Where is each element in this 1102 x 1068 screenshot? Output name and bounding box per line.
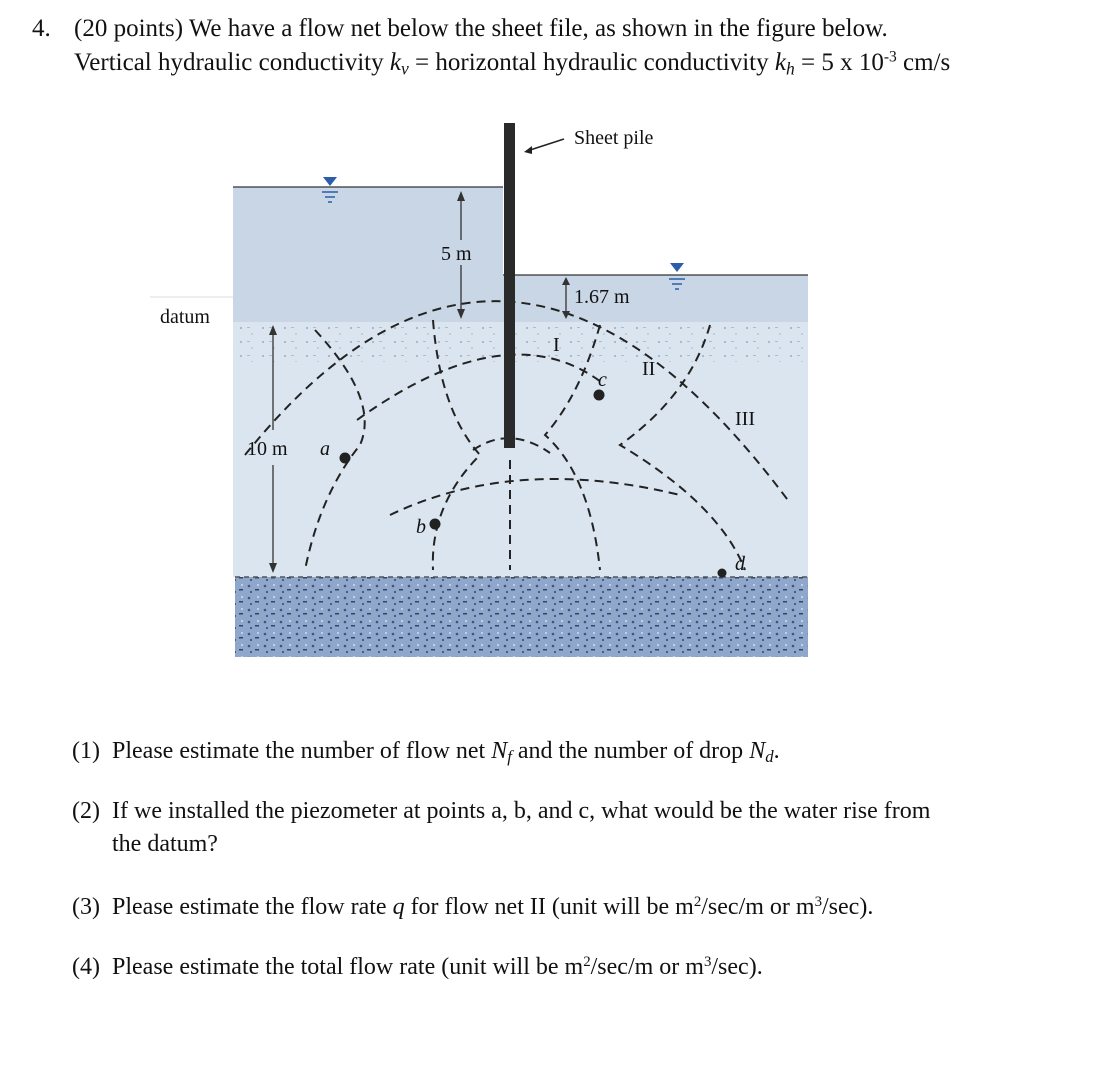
- question-1: (1) Please estimate the number of flow net $N_f$ and the number of drop $N_d$.: [72, 735, 780, 768]
- upstream-head-label: 5 m: [441, 243, 472, 265]
- sheet-pile-label: Sheet pile: [574, 127, 654, 149]
- channel-I-label: I: [553, 334, 560, 356]
- downstream-head-label: 1.67 m: [574, 286, 630, 308]
- channel-III-label: III: [735, 408, 755, 430]
- point-b-label: b: [416, 516, 426, 538]
- point-c-label: c: [598, 369, 607, 391]
- point-a-label: a: [320, 438, 330, 460]
- question-3-number: (3): [72, 894, 100, 920]
- question-2: (2) If we installed the piezometer at points a, b, and c, what would be the water rise from the datum?: [72, 795, 930, 861]
- depth-label: 10 m: [247, 438, 288, 460]
- problem-number: 4.: [32, 15, 51, 42]
- point-d-marker: [718, 569, 727, 578]
- problem-line-1: (20 points) We have a flow net below the sheet file, as shown in the figure below.: [74, 15, 888, 42]
- point-c-marker: [594, 390, 605, 401]
- point-b-marker: [430, 519, 441, 530]
- question-4: (4) Please estimate the total flow rate (unit will be $m^2/\sec/m$ or $m^3/\sec$).: [72, 951, 763, 984]
- point-a-marker: [340, 453, 351, 464]
- question-2-number: (2): [72, 798, 100, 824]
- problem-line-2: Vertical hydraulic conductivity $k_v$ = horizontal hydraulic conductivity $k_h = 5$ x $10^{-3}$ cm/s: [74, 48, 951, 79]
- sheet-pile: [504, 123, 515, 448]
- datum-label: datum: [160, 306, 210, 328]
- downstream-water: [503, 275, 808, 322]
- flow-net-diagram: [150, 115, 940, 675]
- flow-net-figure: [150, 115, 940, 675]
- question-4-number: (4): [72, 954, 100, 980]
- sheet-pile-arrow: [527, 139, 564, 151]
- question-1-number: (1): [72, 738, 100, 764]
- point-d-label: d: [735, 553, 745, 575]
- impervious-layer: [235, 577, 808, 657]
- channel-II-label: II: [642, 358, 656, 380]
- question-3: (3) Please estimate the flow rate q for flow net II (unit will be $m^2/\sec/m$ or $m^3/\sec$).: [72, 891, 873, 924]
